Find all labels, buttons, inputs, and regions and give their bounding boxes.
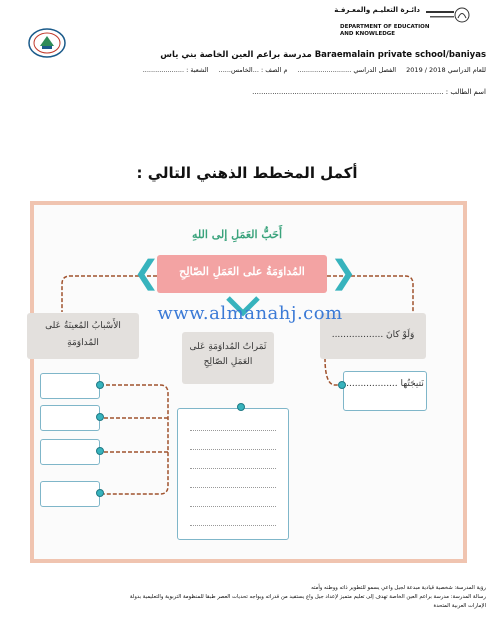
footer [20, 584, 486, 611]
answer-line [190, 506, 276, 507]
academic-year: للعام الدراسي 2018 / 2019 [406, 66, 486, 74]
student-name-line[interactable]: اسم الطالب : ...................................................................................... [252, 88, 486, 96]
term: الفصل الدراسي .......................... [297, 66, 397, 74]
section: الشعبة : .................... [142, 66, 209, 74]
ministry-en-line1: DEPARTMENT OF EDUCATION [340, 24, 430, 30]
school-vision: رؤية المدرسة: شخصية قيادية مبدعة لجيل واعي يسمو للتطوير ذاته ووطنه وأمته [311, 585, 486, 591]
left-answer-dot-2 [96, 413, 104, 421]
answer-line [190, 449, 276, 450]
answer-line [190, 468, 276, 469]
left-answer-box-1[interactable] [40, 373, 100, 399]
left-answer-dot-3 [96, 447, 104, 455]
school-mission-2: الإمارات العربية المتحدة [433, 603, 486, 609]
ministry-arabic: دائـرة التعليـم والمعـرفـة [334, 6, 420, 14]
left-answer-box-3[interactable] [40, 439, 100, 465]
right-branch-text[interactable]: وَلَوْ كانَ .................. [331, 330, 415, 340]
watermark: www.almanahj.com [157, 303, 343, 324]
central-node-text: المُداوَمَةُ على العَمَلِ الصّالِحِ [179, 265, 305, 278]
chevron-right-icon: ❯ [330, 253, 357, 291]
answer-line [190, 430, 276, 431]
ministry-en-line2: AND KNOWLEDGE [340, 30, 396, 37]
left-answer-dot-4 [96, 489, 104, 497]
right-result-box[interactable] [343, 371, 427, 411]
left-answer-box-4[interactable] [40, 481, 100, 507]
worksheet-title: أكمل المخطط الذهني التالي : [136, 164, 358, 182]
answer-line [190, 525, 276, 526]
school-name-ar: مدرسة براعم العين الخاصة بني ياس [160, 50, 312, 60]
middle-branch-text: ثَمَراتُ المُداوَمَةِ عَلى العَمَلِ الصّالِحِ [189, 342, 267, 367]
chevron-left-icon: ❮ [133, 253, 160, 291]
school-mission-1: رسالة المدرسة: مدرسة براعم العين الخاصة تهدف إلى تعليم متميز لإعداد جيل واع يستفيد من قدراته ويواجه تحديات العصر طبقا للمنظومة التربوية والتعليمية بدولة [129, 594, 486, 600]
left-answer-dot-1 [96, 381, 104, 389]
left-answer-box-2[interactable] [40, 405, 100, 431]
left-branch-text: الأَسْبابُ المُعينَةُ عَلى المُداوَمَةِ [45, 321, 121, 348]
right-result-text[interactable]: نَتيجَتُها .................. [346, 379, 424, 389]
lesson-title: أَحَبُّ العَمَلِ إلى اللهِ [191, 228, 283, 241]
middle-answer-dot [237, 403, 245, 411]
school-name-en: Baraemalain private school/baniyas [314, 50, 486, 60]
middle-answer-box[interactable] [177, 408, 289, 540]
grade: م الصف : ...الخامس...... [218, 66, 288, 74]
answer-line [190, 487, 276, 488]
